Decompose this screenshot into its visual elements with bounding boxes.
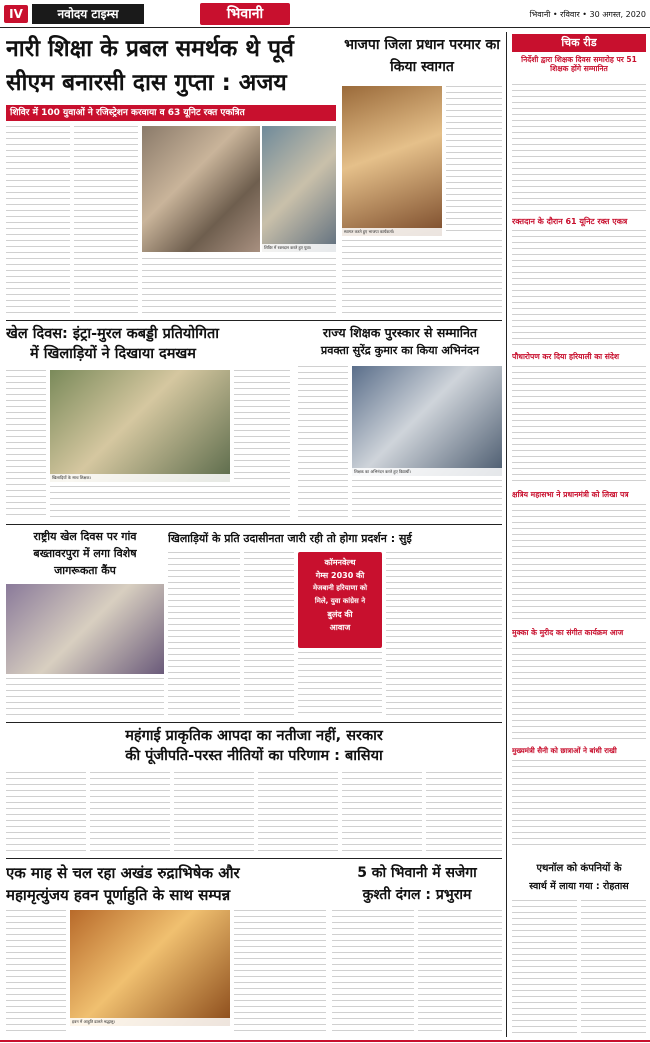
players-column-4 [298,652,382,718]
rashtriya-photo [6,584,164,674]
rudra-photo [70,910,230,1026]
bjp-headline: भाजपा जिला प्रधान परमार का किया स्वागत [344,37,500,75]
chalk-sub-3: क्षत्रिय महासभा ने प्रधानमंत्री को लिखा पत्र [512,490,629,499]
players-column-2 [244,552,294,718]
chalk-kicker: चिक रीड [512,34,646,52]
commonwealth-callout [298,552,382,648]
teacher-photo [352,366,502,476]
chalk-sub-5: मुख्यमंत्री सैनी को छात्राओं ने बांधी राखी [512,746,617,755]
section-title: भिवानी [200,3,290,25]
bjp-photo [342,86,442,236]
teacher-headline-2: प्रवक्ता सुरेंद्र कुमार का किया अभिनंदन [320,344,480,357]
players-column-1 [168,552,240,718]
callout-line-2: गेम्स 2030 की [315,571,365,580]
bjp-column-1 [446,86,502,236]
chalk-body-5 [512,642,646,742]
sports-headline-2: में खिलाड़ियों ने दिखाया दमखम [30,346,196,362]
paper-name: नवोदय टाइम्स [32,4,144,24]
date-line: भिवानी • रविवार • 30 अगस्त, 2020 [529,10,646,19]
bjp-column-2 [342,240,502,316]
rudra-column-1 [6,910,66,1035]
lead-column-2 [74,126,138,316]
disaster-headline-1: महंगाई प्राकृतिक आपदा का नतीजा नहीं, सरकार [125,728,383,744]
teacher-column-1 [298,366,348,520]
chalk-body-6 [512,760,646,850]
teacher-column-2 [352,480,502,520]
disaster-column-2 [90,772,170,854]
lead-column-1 [6,126,70,316]
wrestling-headline-1: 5 को भिवानी में सजेगा [357,865,477,881]
players-headline: खिलाड़ियों के प्रति उदासीनता जारी रही तो होगा प्रदर्शन : सुई [168,532,412,545]
chalk-body-3 [512,366,646,486]
rudra-photo-caption: हवन में आहुति डालते श्रद्धालु। [70,1018,230,1026]
rashtriya-headline-3: जागरूकता कैंप [54,564,116,577]
sports-photo [50,370,230,482]
ethanol-headline-1: एथनॉल को कंपनियों के [536,863,622,874]
wrestling-headline-2: कुश्ती दंगल : प्रभुराम [362,887,472,903]
players-column-3 [386,552,502,718]
callout-line-1: कॉमनवेल्थ [324,558,356,567]
teacher-headline-1: राज्य शिक्षक पुरस्कार से सम्मानित [322,325,478,340]
chalk-sub-2: पौधारोपण कर दिया हरियाली का संदेश [512,352,620,361]
lead-photo-2 [262,126,336,252]
lead-photo-1 [142,126,260,252]
lead-photo-caption: शिविर में रक्तदान करते हुए युवा। [262,244,336,252]
sports-column-1 [6,370,46,520]
chalk-body-4 [512,504,646,624]
callout-line-5: बुलंद की [327,610,353,619]
rashtriya-headline-1: राष्ट्रीय खेल दिवस पर गांव [33,530,137,543]
chalk-body-2 [512,230,646,350]
sports-column-2 [234,370,290,482]
ethanol-column-2 [581,900,646,1035]
ethanol-column-1 [512,900,577,1035]
ethanol-headline-2: स्वार्थ में लाया गया : रोहतास [529,881,629,892]
sports-column-3 [50,486,290,520]
page-number: IV [4,5,28,23]
callout-line-6: आवाज [329,623,351,632]
rashtriya-headline-2: बख्तावरपुरा में लगा विशेष [33,547,137,560]
disaster-column-1 [6,772,86,854]
callout-line-4: मिले, युवा कांग्रेस ने [314,597,366,605]
rashtriya-column [6,678,164,718]
disaster-headline-2: की पूंजीपति-परस्त नीतियों का परिणाम : बासिया [125,748,383,764]
lead-headline-2: सीएम बनारसी दास गुप्ता : अजय [6,70,287,96]
teacher-photo-caption: शिक्षक का अभिनंदन करते हुए विद्यार्थी। [352,468,502,476]
lead-column-3 [142,258,336,316]
wrestling-column-2 [418,910,502,1035]
lead-subhead: शिविर में 100 युवाओं ने रजिस्ट्रेशन करवाया व 63 यूनिट रक्त एकत्रित [6,105,336,121]
rudra-column-2 [234,910,326,1035]
bjp-photo-caption: स्वागत करते हुए भाजपा कार्यकर्ता। [342,228,442,236]
chalk-sub-4: मुक्का के मुरीद का संगीत कार्यक्रम आज [512,628,624,637]
rudra-headline-1: एक माह से चल रहा अखंड रुद्राभिषेक और [6,864,240,882]
callout-line-3: मेजबानी हरियाणा को [312,584,368,592]
masthead [0,0,650,28]
wrestling-column-1 [332,910,414,1035]
lead-headline-1: नारी शिक्षा के प्रबल समर्थक थे पूर्व [6,36,294,62]
disaster-column-6 [426,772,502,854]
sports-photo-caption: खिलाड़ियों के साथ शिक्षक। [50,474,230,482]
disaster-column-4 [258,772,338,854]
rudra-headline-2: महामृत्युंजय हवन पूर्णाहुति के साथ सम्पन्न [6,886,231,904]
disaster-column-3 [174,772,254,854]
disaster-column-5 [342,772,422,854]
chalk-sub-1: रक्तदान के दौरान 61 यूनिट रक्त एकत्र [512,217,628,226]
sports-headline-1: खेल दिवस: इंट्रा-मुरल कबड्डी प्रतियोगिता [6,326,220,342]
chalk-headline: निर्देशी द्वारा शिक्षक दिवस समारोह पर 51 शिक्षक होंगे सम्मानित [521,55,637,73]
chalk-body-1 [512,84,646,214]
